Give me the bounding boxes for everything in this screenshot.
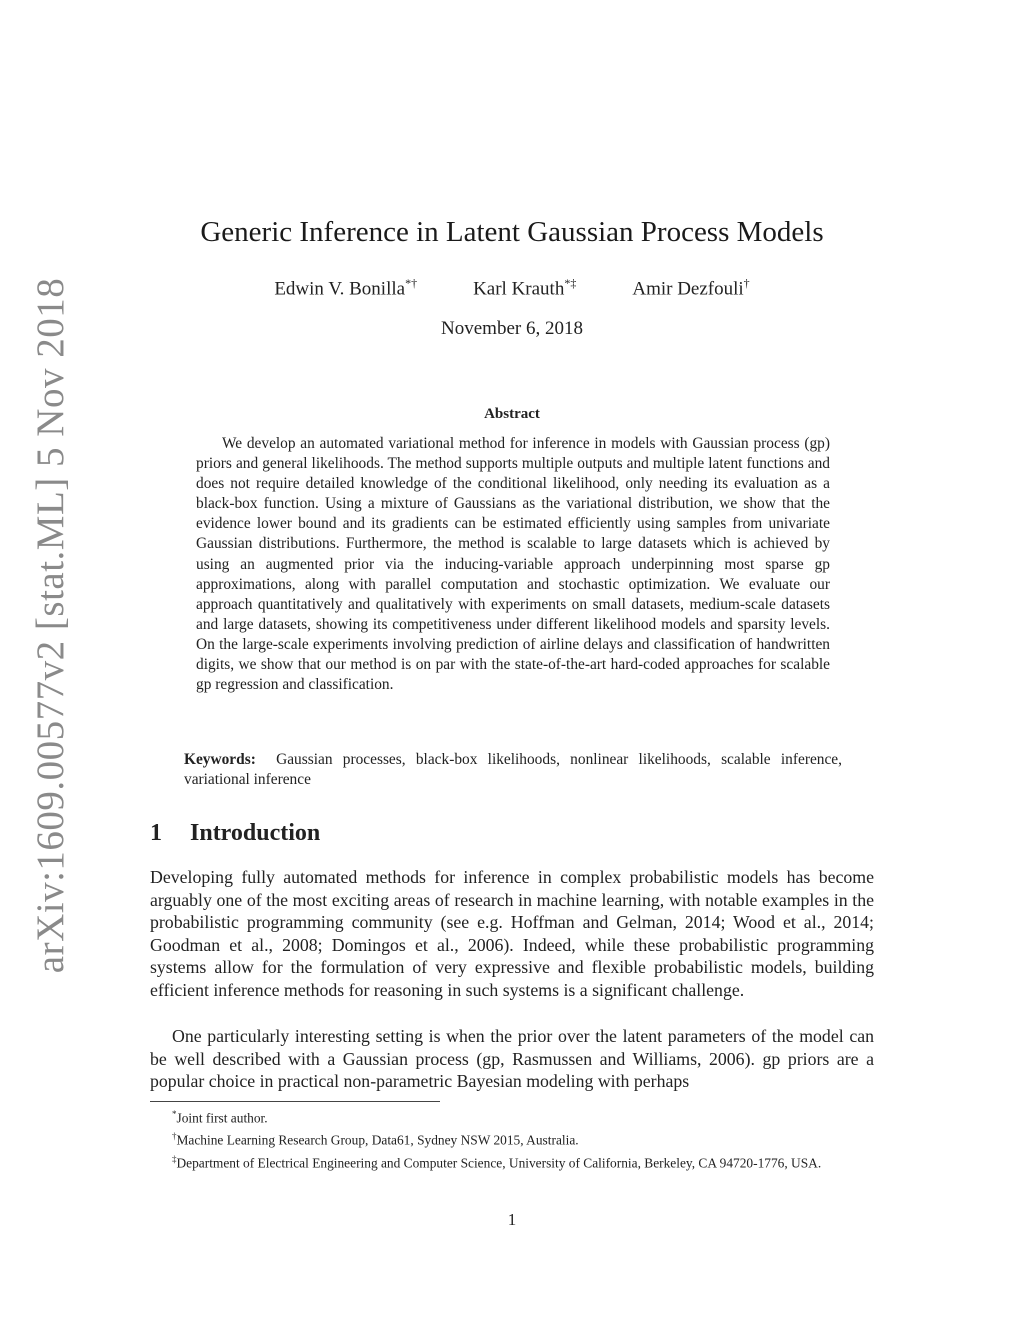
author-marks: *† (405, 276, 418, 290)
paper-title: Generic Inference in Latent Gaussian Process Models (200, 216, 824, 248)
abstract-heading: Abstract (484, 406, 540, 422)
footnote-mark: * (172, 1109, 177, 1119)
footnote: ‡Department of Electrical Engineering and Computer Science, University of California, Berkeley, CA 94720-1776, USA. (172, 1153, 822, 1171)
footnote-divider (150, 1101, 440, 1102)
page-number: 1 (507, 1210, 517, 1229)
arxiv-stamp-text: arXiv:1609.00577v2 [stat.ML] 5 Nov 2018 (29, 277, 73, 973)
author: Edwin V. Bonilla*† (274, 276, 418, 300)
arxiv-stamp (28, 277, 74, 973)
section-number: 1 (150, 820, 162, 846)
keywords-label: Keywords: (184, 751, 256, 768)
footnote: †Machine Learning Research Group, Data61, Sydney NSW 2015, Australia. (172, 1131, 579, 1148)
abstract-text: We develop an automated variational method for inference in models with Gaussian process (gp) priors and general likelihoods. The method supports multiple outputs and multiple latent functions and does not require detailed knowledge of the conditional likelihood, only needing its evaluation as a black-box function. Using a mixture of Gaussians as the variational distribution, we show that the evidence lower bound and its gradients can be estimated efficiently using samples from univariate Gaussian distributions. Furthermore, the method is scalable to large datasets which is achieved by using an augmented prior via the inducing-variable approach underpinning most sparse gp approximations, along with parallel computation and stochastic optimization. We evaluate our approach quantitatively and qualitatively with experiments on small datasets, medium-scale datasets and large datasets, showing its competitiveness under different likelihood models and sparsity levels. On the large-scale experiments involving prediction of airline delays and classification of handwritten digits, we show that our method is on par with the state-of-the-art hard-coded approaches for scalable gp regression and classification. (196, 435, 830, 694)
footnote: *Joint first author. (172, 1109, 268, 1126)
body-paragraph: One particularly interesting setting is when the prior over the latent parameters of the model can be well described with a Gaussian process (gp, Rasmussen and Williams, 2006). gp priors are a popular choice in practical non-parametric Bayesian modeling with perhaps (150, 1026, 874, 1092)
footnotes (150, 1105, 874, 1172)
body-paragraph: Developing fully automated methods for inference in complex probabilistic models has become arguably one of the most exciting areas of research in machine learning, with notable examples in the probabilistic programming community (see e.g. Hoffman and Gelman, 2014; Wood et al., 2014; Goodman et al., 2008; Domingos et al., 2006). Indeed, while these probabilistic programming systems allow for the formulation of very expressive and flexible probabilistic models, building efficient inference methods for reasoning in such systems is a significant challenge. (150, 867, 874, 1000)
author-list (150, 276, 874, 300)
author-marks: *‡ (564, 276, 577, 290)
section-title: Introduction (190, 820, 321, 846)
author-marks: † (743, 276, 750, 290)
footnote-mark: ‡ (172, 1153, 177, 1164)
author: Karl Krauth*‡ (473, 276, 577, 300)
paper-date: November 6, 2018 (441, 318, 583, 339)
section-heading (150, 820, 874, 847)
author: Amir Dezfouli† (632, 276, 750, 300)
keywords-text: Gaussian processes, black-box likelihoods, nonlinear likelihoods, scalable inference, variational inference (184, 751, 842, 788)
footnote-mark: † (172, 1131, 177, 1142)
keywords (184, 750, 842, 790)
